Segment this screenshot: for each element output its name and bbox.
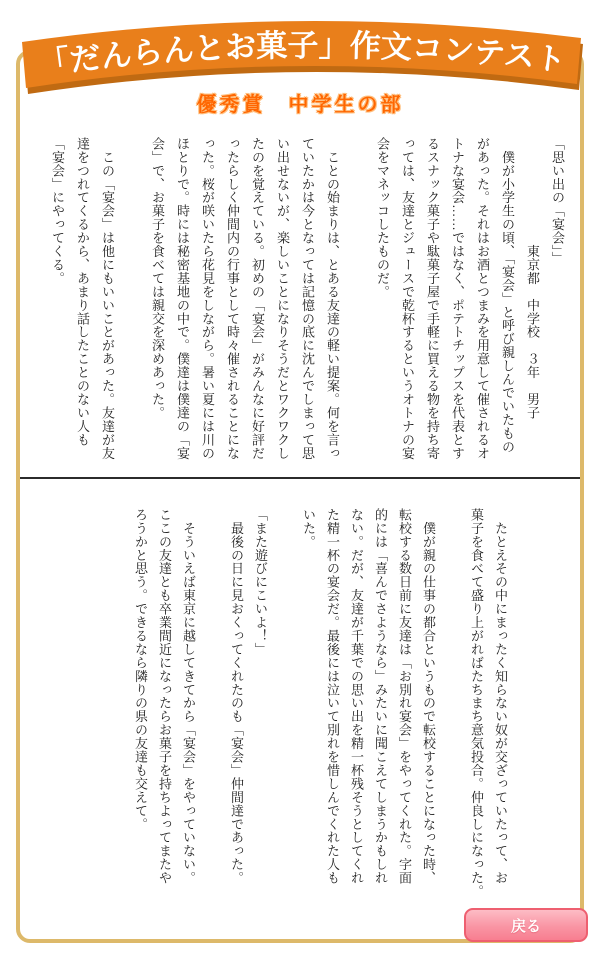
essay-column: そういえば東京に越してきてから「宴会」をやっていない。	[181, 508, 196, 885]
essay-column	[200, 508, 224, 908]
essay-column: ない。だが、友達が千葉での思い出を精一杯残そうとしてくれ	[349, 508, 364, 885]
essay-column: 東京都 中学校 ３年 男子	[525, 137, 540, 420]
essay-column: った。桜が咲いたら花見をしながら。暑い夏には川の	[200, 137, 215, 460]
essay-column: ことの始まりは、とある友達の軽い提案。何を言っ	[325, 137, 340, 460]
essay-bottom-section	[128, 508, 512, 908]
essay-column: 会」で、お菓子を食べては親交を深めあった。	[150, 137, 165, 420]
essay-column: ていたかは今となっては記憶の底に沈んでしまって思	[300, 137, 315, 460]
essay-column	[440, 508, 464, 908]
essay-column: 最後の日に見おくってくれたのも「宴会」仲間達であった。	[229, 508, 244, 885]
essay-column: 会をマネッコしたものだ。	[375, 137, 390, 299]
essay-column: 達をつれてくるから、あまり話したことのない人も	[75, 137, 90, 447]
essay-top-section	[45, 137, 570, 467]
essay-column: 「宴会」にやってくる。	[50, 137, 65, 285]
essay-column: トナな宴会……ではなく、ポテトチップスを代表とす	[450, 137, 465, 460]
essay-column	[272, 508, 296, 908]
essay-column: っては、友達とジュースで乾杯するというオトナの宴	[400, 137, 415, 460]
banner-title: 「だんらんとお菓子」作文コンテスト	[36, 27, 568, 83]
essay-column: 「思い出の「宴会」」	[550, 137, 565, 265]
essay-column: ろうかと思う。できるなら隣りの県の友達も交えて。	[133, 508, 148, 831]
back-button[interactable]: 戻る	[464, 908, 588, 942]
essay-column: たとえその中にまったく知らない奴が交ざっていたって、お	[493, 508, 508, 885]
essay-column: ったらしく仲間内の行事として時々催されることにな	[225, 137, 240, 460]
essay-column	[120, 137, 145, 467]
essay-column: 転校する数日前に友達は「お別れ宴会」をやってくれた。字面	[397, 508, 412, 885]
essay-column: たのを覚えている。初めの「宴会」がみんなに好評だ	[250, 137, 265, 460]
essay-column: い出せないが、楽しいことになりそうだとワクワクし	[275, 137, 290, 460]
essay-column: ここの友達とも卒業間近になったらお菓子を持ちよってまたや	[157, 508, 172, 885]
essay-column: 的には「喜んでさようなら」みたいに聞こえてしまうかもしれ	[373, 508, 388, 885]
essay-column: ほとりで。時には秘密基地の中で。僕達は僕達の「宴	[175, 137, 190, 460]
essay-column: 僕が親の仕事の都合というもので転校することになった時、	[421, 508, 436, 885]
award-badge: 優秀賞 中学生の部	[196, 94, 404, 116]
essay-column: この「宴会」は他にもいいことがあった。友達が友	[100, 137, 115, 460]
essay-column: 「また遊びにこいよ！」	[253, 508, 268, 656]
essay-column	[345, 137, 370, 467]
essay-column: 菓子を食べて盛り上がればたちまち意気投合。仲良しになった。	[469, 508, 484, 899]
essay-column: た精一杯の宴会だ。最後には泣いて別れを惜しんでくれた人も	[325, 508, 340, 885]
section-divider	[20, 477, 580, 479]
essay-column: があった。それはお酒とつまみを用意して催されるオ	[475, 137, 490, 460]
essay-column: るスナック菓子や駄菓子屋で手軽に買える物を持ち寄	[425, 137, 440, 460]
contest-banner	[0, 0, 600, 112]
essay-column: 僕が小学生の頃、「宴会」と呼び親しんでいたもの	[500, 137, 515, 454]
essay-column: いた。	[301, 508, 316, 549]
